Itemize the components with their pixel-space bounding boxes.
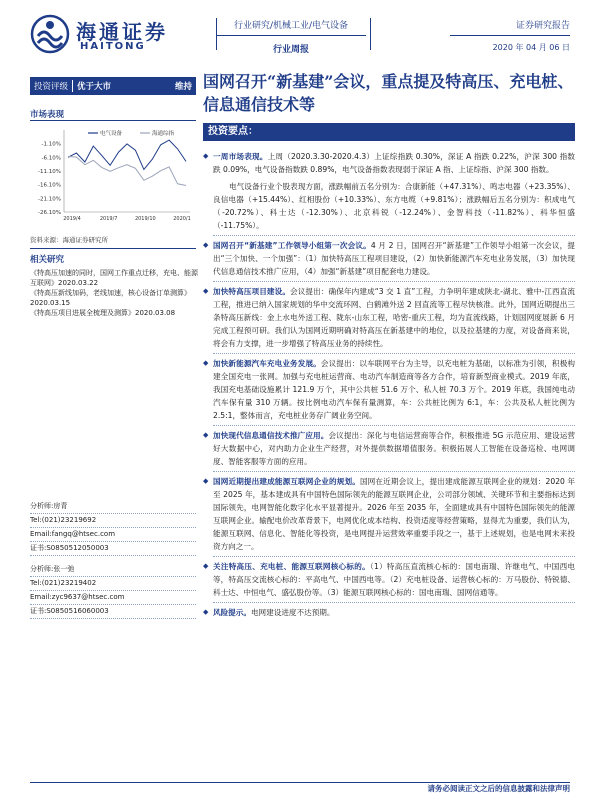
analyst-email[interactable]: Email:zyc9637@htsec.com bbox=[30, 591, 196, 605]
header-report-block bbox=[450, 18, 570, 53]
market-performance-label: 市场表现 bbox=[30, 110, 65, 120]
y-tick-label: -26.10% bbox=[38, 210, 61, 216]
point-lead: 国网近期提出建成能源互联网企业的规划。 bbox=[213, 477, 360, 486]
point-lead: 国网召开“新基建”工作领导小组第一次会议。 bbox=[213, 241, 371, 250]
disclaimer-footer[interactable]: 请务必阅读正文之后的信息披露和法律声明 bbox=[427, 784, 570, 793]
market-performance-chart bbox=[30, 124, 196, 226]
analyst-email[interactable]: Email:fangq@htsec.com bbox=[30, 528, 196, 542]
related-item[interactable]: 《特高压加速的同时，国网工作重点迁移，充电、能源互联网》2020.03.22 bbox=[30, 269, 198, 287]
key-points-heading: 投资要点： bbox=[203, 123, 575, 141]
point-text: 会议提出：确保年内建成“3 交 1 直”工程，力争明年建成陕北-湖北、雅中-江西直流工程，推进已纳入国家规划的华中交流环网、白鹤滩外送 2 回直流等工程尽快核准。此外，国网近期提出三条特高压新线：金上水电外送工程、陇东-山东工程，哈密-重庆工程，均为直流线路，计划国网度展新 6 月完成工程预可研。我们认为国网近期明确对特高压在新基建中的地位，以及拉基建的力度，对设备商来说，将会有力支撑，进一步增强了特高压业务的持续性。 bbox=[213, 287, 576, 348]
chart-source: 资料来源：海通证券研究所 bbox=[30, 236, 108, 244]
point-ev-charging bbox=[203, 357, 575, 422]
report-date: 2020 年 04 月 06 日 bbox=[492, 43, 570, 52]
y-tick-label: -6.10% bbox=[41, 155, 61, 162]
point-core-targets bbox=[203, 560, 575, 599]
haitong-logo-icon bbox=[30, 14, 70, 54]
x-tick-label: 2020/1 bbox=[173, 216, 191, 222]
point-text: 国网在近期会议上，提出建成能源互联网企业的规划：2020 年至 2025 年，基本建成具有中国特色国际领先的能源互联网企业，公司部分领域、关键环节和主要指标达到国际领先，电网智能化数字化水平显著提升。2026 年至 2035 年，全面建成具有中国特色国际领先的能源互联网企业。输配电价改革背景下，电网优化成本结构、投资适度等经营策略，显得尤为重要，我们认为，能源互联网、信息化、智能化等投资，是电网提升运营效率重要手段之一，基于上述规划，也是电网未来投资方向之一。 bbox=[213, 477, 575, 551]
dotted-divider bbox=[213, 353, 575, 354]
y-tick-label: -21.10% bbox=[38, 196, 61, 203]
analyst-cert: 证书:S0850516060003 bbox=[30, 605, 196, 619]
legend-label: 电气设备 bbox=[100, 131, 123, 137]
point-text: 4 月 2 日，国网召开“新基建”工作领导小组第一次会议，提出“三个加快、一个加强”：（1）加快特高压工程项目建设，（2）加快新能源汽车充电业务发展，（3）加快现代信息通信技术推广应用，（4）加强“新基建”项目配套电力建设。 bbox=[213, 241, 575, 276]
rating-label: 投资评级 bbox=[34, 82, 69, 92]
industry-category: 行业研究/机械工业/电气设备 bbox=[216, 18, 366, 36]
analyst-tel: Tel:(021)23219692 bbox=[30, 514, 196, 528]
point-lead: 加快新能源汽车充电业务发展。 bbox=[213, 359, 321, 368]
point-market-weekly bbox=[203, 150, 575, 176]
investment-rating-bar bbox=[30, 77, 196, 95]
dotted-divider bbox=[213, 425, 575, 426]
related-research-label: 相关研究 bbox=[30, 255, 65, 265]
header-divider bbox=[370, 18, 371, 50]
point-text: 会议提出：深化与电信运营商等合作，积极推进 5G 示范应用、建设运营好大数据中心，对内助力企业生产经营，对外提供数据增值服务。积极拓展人工智能在设备巡检、电网调度、智能客服等方面的应用。 bbox=[213, 431, 575, 466]
y-tick-label: -1.10% bbox=[41, 141, 61, 148]
analyst-cert: 证书:S0850512050003 bbox=[30, 542, 196, 556]
analyst-name: 分析师:房青 bbox=[30, 500, 196, 514]
point-lead: 风险提示。 bbox=[213, 608, 251, 617]
point-risk bbox=[203, 606, 575, 619]
related-research-list bbox=[30, 268, 198, 318]
rating-value: 优于大市 bbox=[77, 82, 112, 92]
dotted-divider bbox=[213, 556, 575, 557]
point-ict bbox=[203, 429, 575, 468]
point-new-infra-meeting bbox=[203, 239, 575, 278]
y-tick-label: -16.10% bbox=[38, 182, 61, 189]
point-text: 电网建设进度不达预期。 bbox=[250, 608, 335, 617]
divider bbox=[30, 248, 196, 249]
report-title: 国网召开“新基建”会议，重点提及特高压、充电桩、信息通信技术等 bbox=[203, 72, 574, 114]
point-lead: 一周市场表现。 bbox=[213, 152, 268, 161]
logo-text-cn: 海通证券 bbox=[76, 20, 168, 44]
divider bbox=[30, 120, 196, 121]
x-tick-label: 2019/4 bbox=[63, 216, 81, 222]
logo-text-en: HAITONG bbox=[80, 41, 146, 52]
point-lead: 加快现代信息通信技术推广应用。 bbox=[213, 431, 329, 440]
analyst-name: 分析师:张一弛 bbox=[30, 563, 196, 577]
dotted-divider bbox=[213, 602, 575, 603]
report-header bbox=[0, 0, 600, 64]
analyst-tel: Tel:(021)23219402 bbox=[30, 577, 196, 591]
related-item[interactable]: 《特高压项目进展全梳理及测算》2020.03.08 bbox=[30, 309, 176, 317]
dotted-divider bbox=[213, 281, 575, 282]
analyst-block bbox=[30, 500, 196, 556]
point-uhv bbox=[203, 285, 575, 350]
key-points-body bbox=[203, 150, 575, 619]
point-lead: 加快特高压项目建设。 bbox=[213, 287, 291, 296]
related-item[interactable]: 《特高压新线加码，老线加速，核心设备订单测算》2020.03.15 bbox=[30, 289, 191, 307]
point-text: （1）特高压直流核心标的：国电南瑞、许继电气、中国西电等，特高压交流核心标的：平高电气、中国西电等。（2）充电桩设备、运营核心标的：万马股份、特锐德、科士达、中恒电气、盛弘股份等。（3）能源互联网核心标的：国电南瑞、国网信通等。 bbox=[213, 562, 576, 597]
point-text: 会议提出：以车联网平台为主导，以充电桩为基础，以标准为引领，积极构建全国充电一张网。加强与充电桩运营商、电动汽车制造商等各方合作，培育新型商业模式。2019 年底，我国充电基础设施累计 121.9 万个，其中公共桩 51.6 万个、私人桩 70.3 万个。2019 年底，我国纯电动汽车保有量 310 万辆。按比例电动汽车保有量测算，车：公共桩比例为 6:1，车：公共及私人桩比例为 2.5:1，整体而言，充电桩业务存广阔业务空间。 bbox=[213, 359, 576, 420]
y-tick-label: -11.10% bbox=[38, 169, 61, 175]
report-type: 证券研究报告 bbox=[450, 18, 570, 36]
rating-change: 维持 bbox=[174, 82, 192, 92]
point-text: 上周（2020.3.30-2020.4.3）上证综指跌 0.30%，深证 A 指跌 0.22%，沪深 300 指数跌 0.09%，电气设备指数跌 0.89%，电气设备指数表现弱于深证 A 指、上证综指、沪深 300 指数。 bbox=[213, 152, 576, 174]
point-lead: 关注特高压、充电桩、能源互联网核心标的。 bbox=[213, 562, 370, 571]
legend-label: 海通综指 bbox=[152, 131, 175, 137]
x-tick-label: 2019/10 bbox=[134, 216, 156, 222]
analyst-block bbox=[30, 563, 196, 619]
header-category-block bbox=[216, 18, 366, 55]
report-subcategory: 行业周报 bbox=[272, 45, 309, 55]
point-stock-performance: 电气设备行业个股表现方面，涨跌幅前五名分别为：合康新能（+47.31%）、鸣志电器（+23.35%）、良信电器（+15.44%）、红相股份（+10.33%）、东方电缆（+9.81%）；涨跌幅后五名分别为：积成电气（-20.72%）、科士达（-12.30%）、北京科锐（-12.24%）、金智科技（-11.82%）、科华恒盛（-11.75%）。 bbox=[213, 182, 575, 230]
dotted-divider bbox=[213, 235, 575, 236]
dotted-divider bbox=[213, 471, 575, 472]
haitong-logo bbox=[30, 14, 220, 54]
point-energy-internet bbox=[203, 475, 575, 553]
x-tick-label: 2019/7 bbox=[99, 216, 118, 222]
